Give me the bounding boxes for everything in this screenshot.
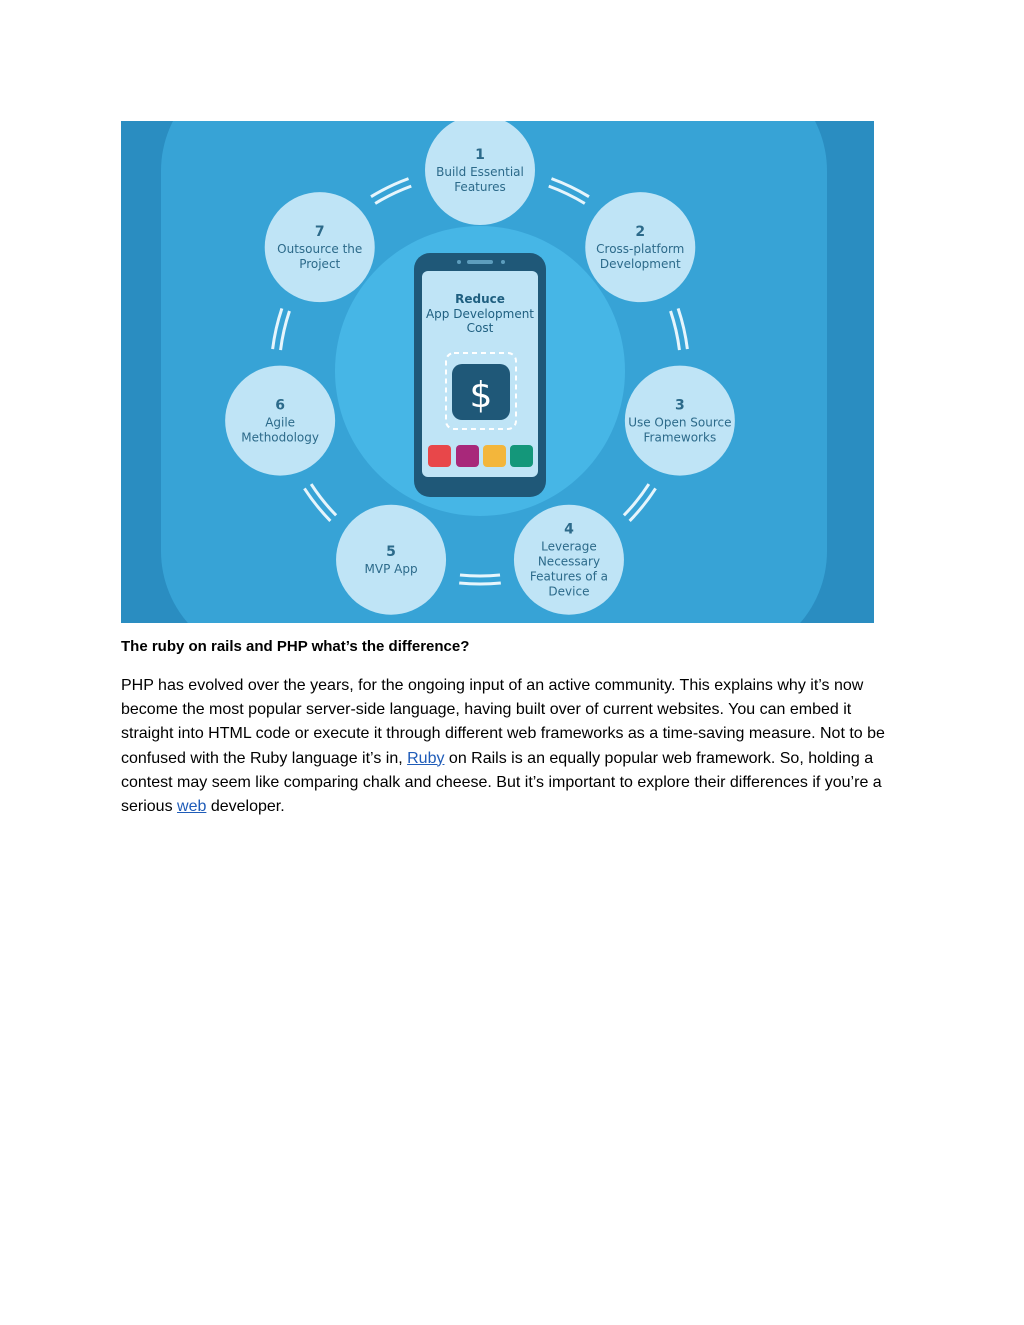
infographic-svg xyxy=(121,121,874,623)
web-link[interactable]: web xyxy=(177,798,207,816)
step-number-4: 4 xyxy=(564,521,574,538)
center-line-1: App Development xyxy=(425,307,535,321)
dollar-sign-icon: $ xyxy=(469,375,493,416)
step-bubble-5 xyxy=(336,505,446,615)
step-4-label-line-3: Features of a xyxy=(529,569,609,584)
step-6-label-line-1: Agile xyxy=(265,415,296,430)
step-3-label-line-1: Use Open Source xyxy=(628,415,732,430)
app-icon-red xyxy=(428,445,451,467)
ring-arc-4-1 xyxy=(460,575,500,576)
phone-sensor xyxy=(501,260,505,264)
step-5-label-line-1: MVP App xyxy=(364,562,418,577)
step-number-6: 6 xyxy=(275,397,286,414)
step-4-label-line-1: Leverage xyxy=(541,539,597,554)
step-2-label-line-1: Cross-platform xyxy=(596,242,685,257)
step-4-label-line-4: Device xyxy=(548,584,590,599)
step-bubble-2 xyxy=(585,192,695,302)
app-icon-purple xyxy=(456,445,479,467)
step-1-label-line-1: Build Essential xyxy=(436,165,524,179)
infographic-image xyxy=(121,121,874,623)
step-7-label-line-2: Project xyxy=(299,257,341,272)
paragraph-text-2: on Rails is an equally popular web framework. So, holding a contest may seem like comparing chalk and cheese. But it’s important to explore their differences if you’re a serious xyxy=(121,749,882,816)
step-3-label-line-2: Frameworks xyxy=(643,430,717,445)
ring-arc-4-2 xyxy=(459,583,501,584)
step-1-label-line-2: Features xyxy=(454,180,506,194)
phone-camera xyxy=(457,260,461,264)
step-4-label-line-2: Necessary xyxy=(537,554,601,569)
step-number-2: 2 xyxy=(635,224,646,241)
paragraph-text-3: developer. xyxy=(206,798,285,816)
step-7-label-line-1: Outsource the xyxy=(277,242,363,257)
center-line-2: Cost xyxy=(466,321,494,335)
step-number-7: 7 xyxy=(314,224,325,241)
step-6-label-line-2: Methodology xyxy=(241,430,320,445)
step-bubble-6 xyxy=(225,366,335,476)
paragraph-text-1: PHP has evolved over the years, for the ongoing input of an active community. This explains why it’s now become the most popular server-side language, having built over of current websites. You can embed it straight into HTML code or execute it through different web frameworks as a time-saving measure. Not to be confused with the Ruby language it’s in, xyxy=(121,677,885,767)
article-paragraph xyxy=(121,674,891,819)
article-heading: The ruby on rails and PHP what’s the difference? xyxy=(121,638,470,655)
ruby-link[interactable]: Ruby xyxy=(407,749,445,767)
step-bubble-7 xyxy=(265,192,375,302)
step-bubble-4 xyxy=(514,505,624,615)
step-number-3: 3 xyxy=(674,397,685,414)
phone-illustration xyxy=(414,253,546,497)
step-number-1: 1 xyxy=(475,147,485,163)
step-bubble-3 xyxy=(625,366,735,476)
app-icon-green xyxy=(510,445,533,467)
step-2-label-line-2: Development xyxy=(599,257,681,272)
app-icon-yellow xyxy=(483,445,506,467)
center-title: Reduce xyxy=(455,292,505,306)
phone-speaker xyxy=(467,260,493,264)
step-number-5: 5 xyxy=(386,544,396,561)
